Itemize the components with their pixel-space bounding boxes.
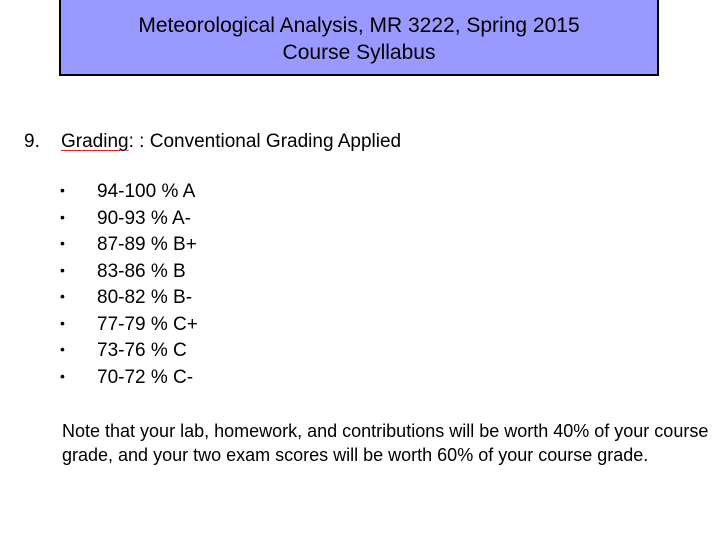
bullet-icon: •: [60, 208, 65, 225]
grade-text: 94-100 % A: [97, 181, 196, 202]
grade-item: [60, 337, 198, 364]
slide-title: Meteorological Analysis, MR 3222, Spring 2015: [138, 14, 580, 37]
grade-item: [60, 231, 198, 258]
grade-text: 73-76 % C: [97, 340, 187, 361]
grade-text: 87-89 % B+: [97, 234, 197, 255]
grade-list: [60, 178, 198, 390]
bullet-icon: •: [60, 314, 65, 331]
bullet-icon: •: [60, 341, 65, 357]
bullet-icon: •: [60, 288, 65, 304]
section-heading: [24, 131, 401, 153]
grade-item: [60, 284, 198, 311]
grade-text: 70-72 % C-: [97, 366, 194, 388]
section-number: 9.: [24, 131, 40, 152]
section-description: : : Conventional Grading Applied: [128, 131, 402, 152]
bullet-icon: •: [60, 261, 65, 278]
grade-item: [60, 311, 198, 338]
section-label: Grading: [61, 131, 129, 152]
grade-text: 77-79 % C+: [97, 313, 198, 335]
grade-text: 90-93 % A-: [97, 207, 191, 229]
grading-note: Note that your lab, homework, and contributions will be worth 40% of your course grade, and your two exam scores will be worth 60% of your course grade.: [62, 421, 709, 465]
grade-text: 80-82 % B-: [97, 287, 193, 308]
bullet-icon: •: [60, 182, 65, 198]
grade-item: [60, 364, 198, 391]
grade-text: 83-86 % B: [97, 260, 186, 282]
grade-item: [60, 258, 198, 285]
title-box: [59, 0, 659, 76]
grade-item: [60, 205, 198, 232]
bullet-icon: •: [60, 235, 65, 251]
slide-subtitle: Course Syllabus: [282, 41, 436, 64]
grade-item: [60, 178, 198, 205]
bullet-icon: •: [60, 367, 65, 384]
